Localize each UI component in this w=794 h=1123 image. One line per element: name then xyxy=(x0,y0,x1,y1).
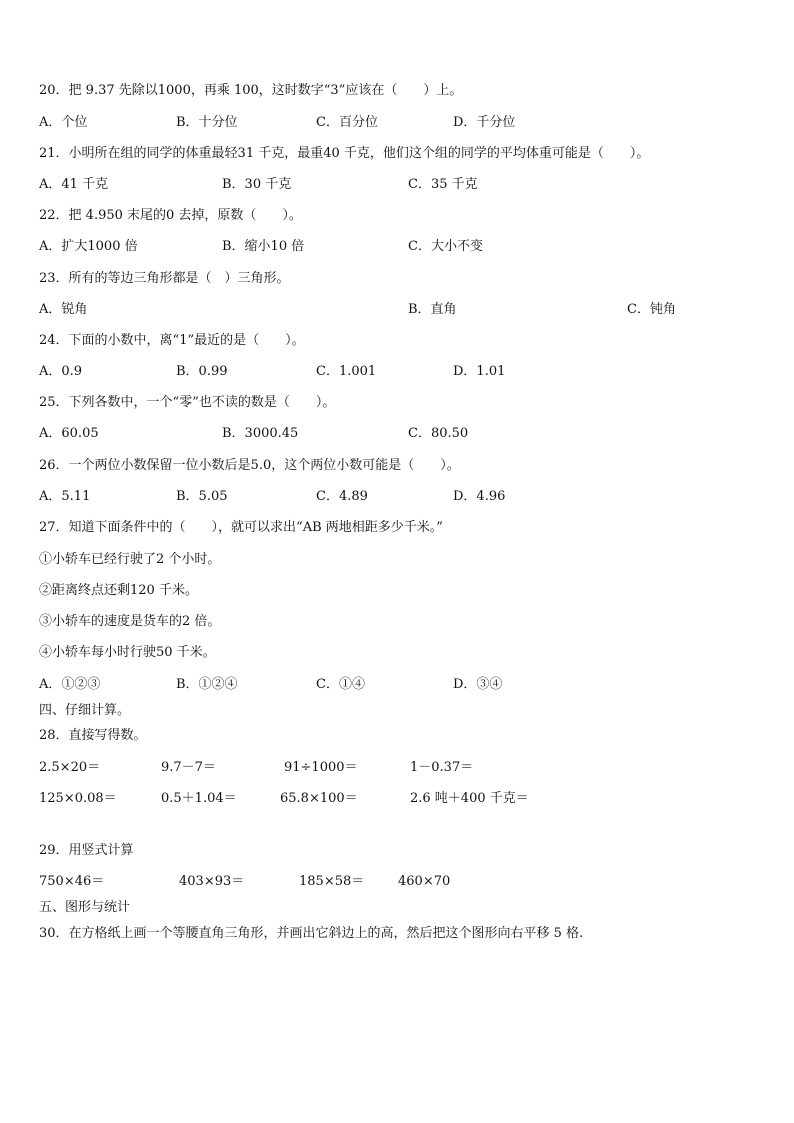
question-24-option-c: C．1.001 xyxy=(316,364,377,379)
question-28-item: 65.8×100＝ xyxy=(280,791,358,806)
question-27-condition-2: ②距离终点还剩120 千米。 xyxy=(39,583,198,598)
question-30-stem: 30．在方格纸上画一个等腰直角三角形，并画出它斜边上的高，然后把这个图形向右平移 5 格. xyxy=(39,926,584,941)
question-22-stem: 22．把 4.950 末尾的0 去掉，原数（ ）。 xyxy=(39,208,302,223)
question-29-item: 460×70 xyxy=(398,874,451,889)
question-29-stem: 29．用竖式计算 xyxy=(39,843,134,858)
section-5-heading: 五、图形与统计 xyxy=(39,900,131,915)
question-29-item: 750×46＝ xyxy=(39,874,105,889)
question-22-option-c: C．大小不变 xyxy=(408,239,483,254)
question-27-condition-1: ①小轿车已经行驶了2 个小时。 xyxy=(39,552,221,567)
question-29-item: 403×93＝ xyxy=(179,874,245,889)
question-27-option-a: A．①②③ xyxy=(39,677,101,692)
question-27-condition-4: ④小轿车每小时行驶50 千米。 xyxy=(39,645,216,660)
question-26-option-d: D．4.96 xyxy=(453,489,506,504)
question-23-option-b: B．直角 xyxy=(408,302,457,317)
question-21-option-a: A．41 千克 xyxy=(39,177,109,192)
question-27-condition-3: ③小轿车的速度是货车的2 倍。 xyxy=(39,614,221,629)
question-20-option-b: B．十分位 xyxy=(176,115,238,130)
question-28-item: 2.6 吨＋400 千克＝ xyxy=(410,791,529,806)
question-28-item: 1－0.37＝ xyxy=(410,760,474,775)
question-28-item: 125×0.08＝ xyxy=(39,791,117,806)
question-27-stem: 27．知道下面条件中的（ ），就可以求出“AB 两地相距多少千米。” xyxy=(39,520,443,535)
question-27-option-c: C．①④ xyxy=(316,677,365,692)
question-23-stem: 23．所有的等边三角形都是（ ）三角形。 xyxy=(39,271,290,286)
section-4-heading: 四、仔细计算。 xyxy=(39,703,131,718)
question-20-option-a: A．个位 xyxy=(39,115,88,130)
question-27-option-b: B．①②④ xyxy=(176,677,238,692)
question-26-option-b: B．5.05 xyxy=(176,489,228,504)
question-21-option-b: B．30 千克 xyxy=(222,177,292,192)
question-24-stem: 24．下面的小数中，离“1”最近的是（ ）。 xyxy=(39,333,305,348)
question-24-option-b: B．0.99 xyxy=(176,364,228,379)
question-24-option-d: D．1.01 xyxy=(453,364,506,379)
question-28-item: 0.5＋1.04＝ xyxy=(161,791,237,806)
question-28-item: 91÷1000＝ xyxy=(284,760,358,775)
question-25-option-a: A．60.05 xyxy=(39,426,99,441)
question-26-option-c: C．4.89 xyxy=(316,489,368,504)
question-20-stem: 20．把 9.37 先除以1000，再乘 100，这时数字“3”应该在（ ）上。 xyxy=(39,83,463,98)
question-22-option-b: B．缩小10 倍 xyxy=(222,239,305,254)
question-25-option-b: B．3000.45 xyxy=(222,426,299,441)
question-24-option-a: A．0.9 xyxy=(39,364,83,379)
question-23-option-c: C．钝角 xyxy=(627,302,676,317)
question-28-item: 2.5×20＝ xyxy=(39,760,101,775)
question-29-item: 185×58＝ xyxy=(299,874,365,889)
question-28-item: 9.7－7＝ xyxy=(161,760,216,775)
question-23-option-a: A．锐角 xyxy=(39,302,88,317)
question-25-option-c: C．80.50 xyxy=(408,426,469,441)
question-21-stem: 21．小明所在组的同学的体重最轻31 千克，最重40 千克，他们这个组的同学的平均体重可能是（ ）。 xyxy=(39,146,650,161)
question-22-option-a: A．扩大1000 倍 xyxy=(39,239,138,254)
question-21-option-c: C．35 千克 xyxy=(408,177,478,192)
question-26-option-a: A．5.11 xyxy=(39,489,91,504)
question-27-option-d: D．③④ xyxy=(453,677,503,692)
question-26-stem: 26．一个两位小数保留一位小数后是5.0，这个两位小数可能是（ ）。 xyxy=(39,458,460,473)
question-20-option-c: C．百分位 xyxy=(316,115,378,130)
question-28-stem: 28．直接写得数。 xyxy=(39,728,147,743)
question-20-option-d: D．千分位 xyxy=(453,115,516,130)
question-25-stem: 25．下列各数中，一个“零”也不读的数是（ ）。 xyxy=(39,395,336,410)
